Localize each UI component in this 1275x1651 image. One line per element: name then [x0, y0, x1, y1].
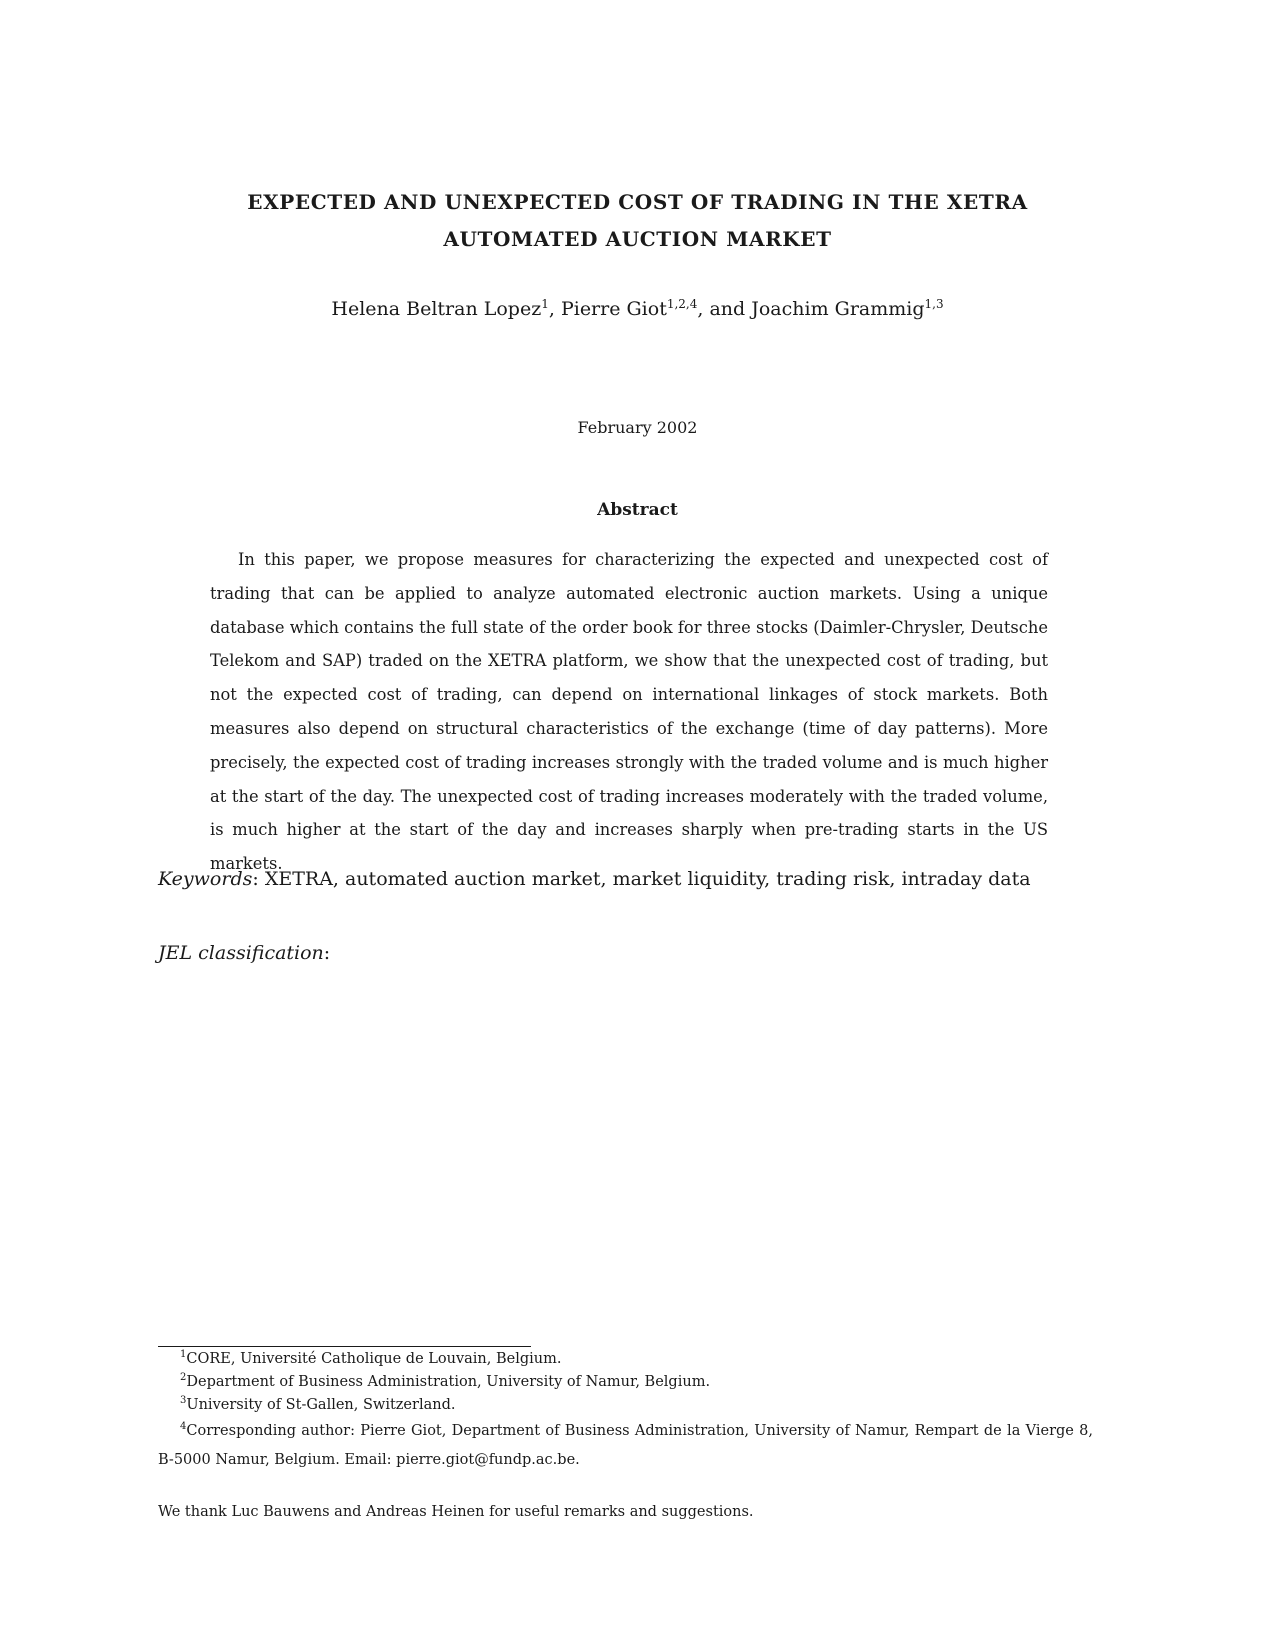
footnotes — [158, 1348, 1093, 1475]
footnote-text: Corresponding author: Pierre Giot, Department of Business Administration, University of Namur, Rempart de la Vierge 8, B-5000 Namur, Belgium. Email: pierre.giot@fundp.ac.be. — [158, 1423, 1093, 1468]
jel-classification — [158, 942, 330, 964]
footnote-mark: 3 — [180, 1395, 187, 1406]
jel-label: JEL classification — [158, 942, 324, 964]
footnote — [158, 1371, 1093, 1394]
abstract-text: In this paper, we propose measures for characterizing the expected and unexpected cost of trading that can be applied to analyze automated electronic auction markets. Using a unique database which contains the full state of the order book for three stocks (Daimler-Chrysler, Deutsche Telekom and SAP) traded on the XETRA platform, we show that the unexpected cost of trading, but not the expected cost of trading, can depend on international linkages of stock markets. Both measures also depend on structural characteristics of the exchange (time of day patterns). More precisely, the expected cost of trading increases strongly with the traded volume and is much higher at the start of the day. The unexpected cost of trading increases moderately with the traded volume, is much higher at the start of the day and increases sharply when pre-trading starts in the US markets. — [210, 550, 1048, 874]
author-name: Helena Beltran Lopez — [331, 298, 542, 320]
jel-text: : — [323, 942, 331, 964]
footnote — [158, 1348, 1093, 1371]
author-name: Joachim Grammig — [751, 298, 925, 320]
paper-title — [150, 184, 1125, 258]
keywords-label: Keywords — [158, 868, 253, 890]
footnote-mark: 4 — [180, 1421, 187, 1432]
footnote-mark: 1 — [180, 1349, 187, 1360]
author-affiliation-mark: 1,2,4 — [666, 297, 698, 311]
acknowledgement: We thank Luc Bauwens and Andreas Heinen for useful remarks and suggestions. — [158, 1504, 754, 1520]
footnote — [158, 1417, 1093, 1475]
footnote-mark: 2 — [180, 1372, 187, 1383]
author-affiliation-mark: 1 — [541, 297, 549, 311]
footnote-text: Department of Business Administration, University of Namur, Belgium. — [186, 1374, 711, 1390]
author-name: Pierre Giot — [560, 298, 667, 320]
author-separator: , and — [697, 298, 752, 320]
author-affiliation-mark: 1,3 — [924, 297, 944, 311]
keywords-text: : XETRA, automated auction market, market liquidity, trading risk, intraday data — [252, 868, 1031, 890]
footnote — [158, 1394, 1093, 1417]
publication-date: February 2002 — [577, 418, 698, 437]
keywords — [158, 868, 1031, 890]
abstract-heading: Abstract — [597, 500, 678, 520]
title-line-2: AUTOMATED AUCTION MARKET — [443, 227, 832, 251]
footnote-text: CORE, Université Catholique de Louvain, Belgium. — [186, 1351, 562, 1367]
footnote-rule — [158, 1346, 531, 1347]
footnote-text: University of St-Gallen, Switzerland. — [186, 1397, 456, 1413]
author-separator: , — [548, 298, 561, 320]
author-list — [150, 298, 1125, 320]
title-line-1: EXPECTED AND UNEXPECTED COST OF TRADING IN THE XETRA — [247, 190, 1028, 214]
